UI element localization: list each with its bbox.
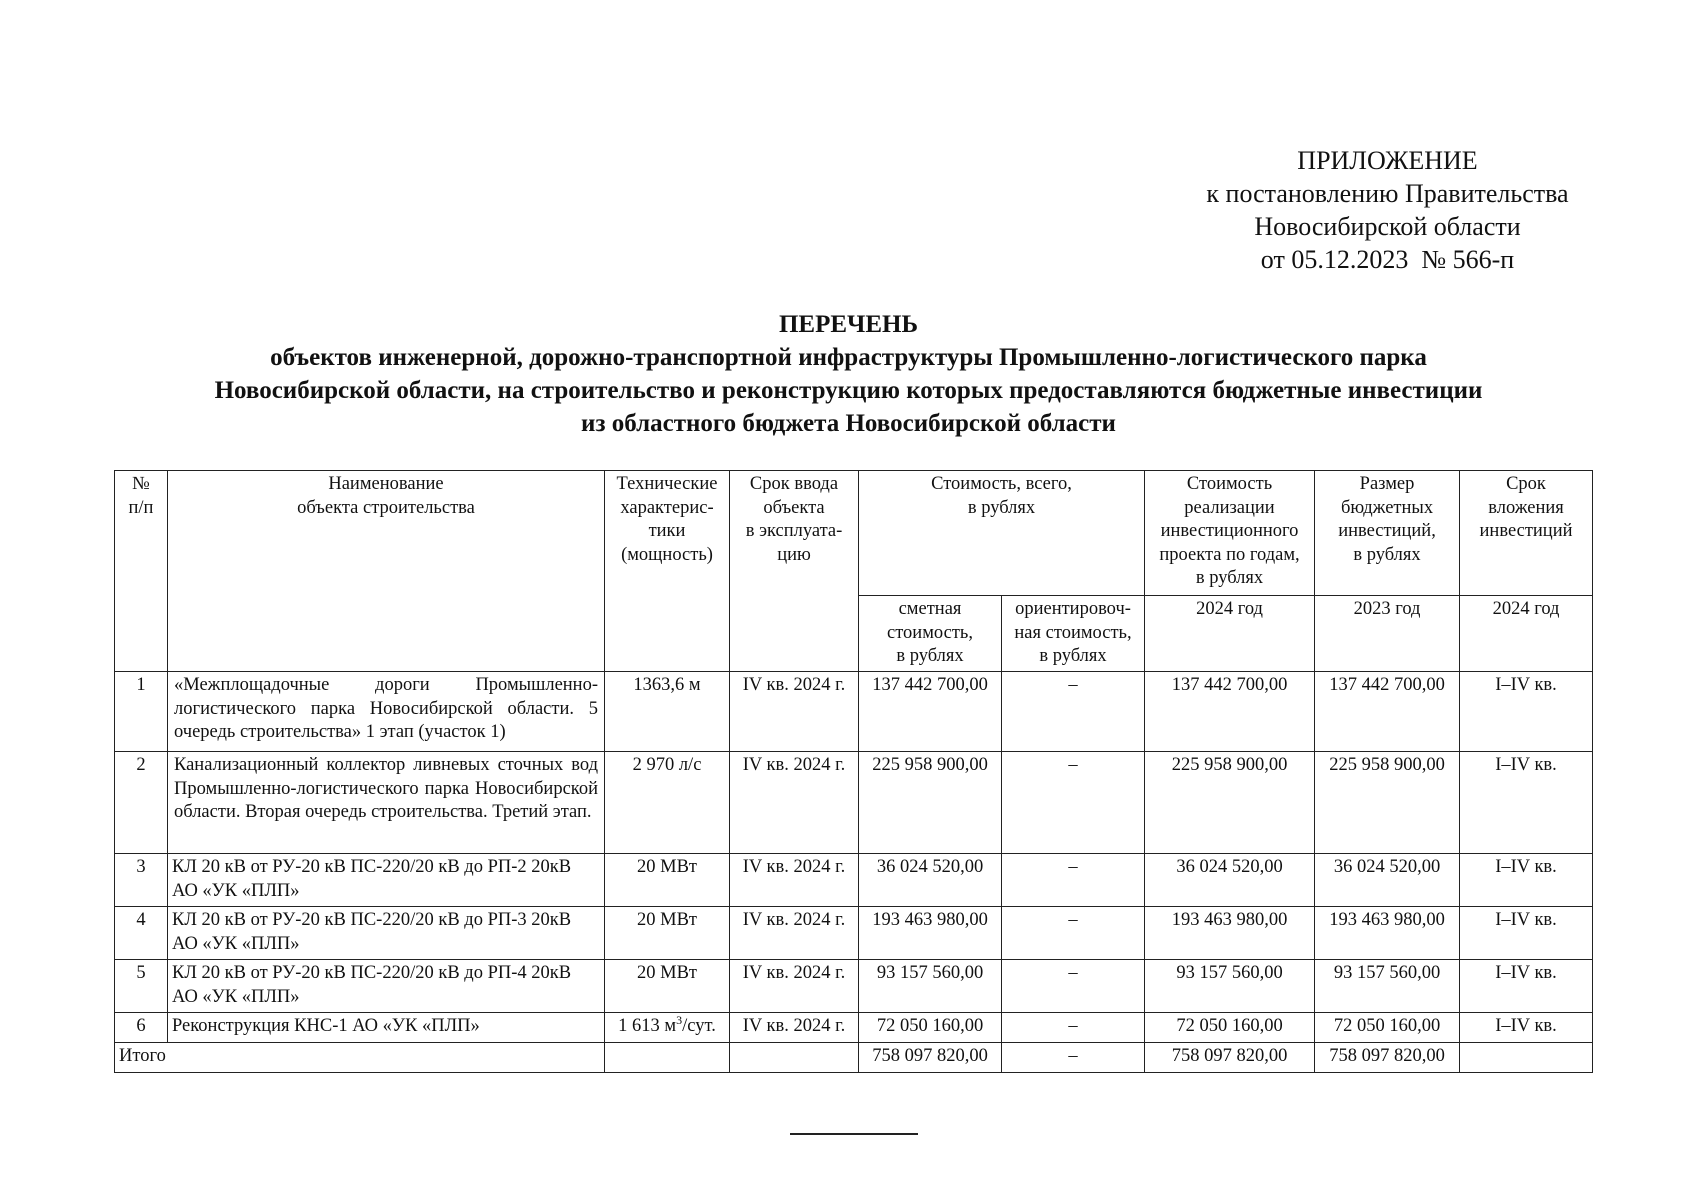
- total-approx: –: [1002, 1043, 1145, 1073]
- row-tech: 1363,6 м: [605, 672, 730, 752]
- total-tech-empty: [605, 1043, 730, 1073]
- row-name: КЛ 20 кВ от РУ-20 кВ ПС-220/20 кВ до РП-3 20кВ АО «УК «ПЛП»: [168, 907, 605, 960]
- row-num: 3: [115, 854, 168, 907]
- row-term: IV кв. 2024 г.: [730, 752, 859, 854]
- row-approx: –: [1002, 907, 1145, 960]
- title-line-1: объектов инженерной, дорожно-транспортной инфраструктуры Промышленно-логистического парка: [270, 344, 1427, 371]
- row-num: 4: [115, 907, 168, 960]
- objects-table: [114, 470, 1593, 1073]
- row-estimate: 193 463 980,00: [859, 907, 1002, 960]
- title-heading: ПЕРЕЧЕНЬ: [778, 311, 919, 338]
- header-cost-project-year: 2024 год: [1145, 596, 1315, 672]
- total-budget: 758 097 820,00: [1315, 1043, 1460, 1073]
- row-name: «Межплощадочные дороги Промышленно-логистического парка Новосибирской области. 5 очередь строительства» 1 этап (участок 1): [168, 672, 605, 752]
- total-project: 758 097 820,00: [1145, 1043, 1315, 1073]
- row-estimate: 36 024 520,00: [859, 854, 1002, 907]
- title-line-3: из областного бюджета Новосибирской области: [581, 410, 1116, 437]
- row-name: КЛ 20 кВ от РУ-20 кВ ПС-220/20 кВ до РП-2 20кВ АО «УК «ПЛП»: [168, 854, 605, 907]
- header-num: № п/п: [115, 471, 168, 672]
- row-num: 1: [115, 672, 168, 752]
- row-approx: –: [1002, 960, 1145, 1013]
- appendix-block: [1150, 144, 1625, 276]
- separator-line: [790, 1133, 918, 1135]
- header-budget-year: 2023 год: [1315, 596, 1460, 672]
- total-label: Итого: [115, 1043, 605, 1073]
- total-term-empty: [730, 1043, 859, 1073]
- row-budget: 93 157 560,00: [1315, 960, 1460, 1013]
- row-project: 225 958 900,00: [1145, 752, 1315, 854]
- row-tech: 20 МВт: [605, 854, 730, 907]
- row-term: IV кв. 2024 г.: [730, 672, 859, 752]
- header-tech: Технические характерис- тики (мощность): [605, 471, 730, 672]
- header-term: Срок ввода объекта в эксплуата- цию: [730, 471, 859, 672]
- row-approx: –: [1002, 854, 1145, 907]
- header-invest-term-year: 2024 год: [1460, 596, 1593, 672]
- row-invest-term: I–IV кв.: [1460, 907, 1593, 960]
- table-row: [115, 752, 1593, 854]
- total-row: [115, 1043, 1593, 1073]
- row-tech: [605, 1013, 730, 1043]
- row-tech: 2 970 л/с: [605, 752, 730, 854]
- appendix-label: ПРИЛОЖЕНИЕ: [1297, 146, 1478, 175]
- header-budget: Размер бюджетных инвестиций, в рублях: [1315, 471, 1460, 596]
- row-budget: 193 463 980,00: [1315, 907, 1460, 960]
- title-line-2: Новосибирской области, на строительство и реконструкцию которых предоставляются бюджетные инвестиции: [214, 377, 1483, 404]
- row-tech-unit: /сут.: [682, 1016, 716, 1036]
- header-row-1: [115, 471, 1593, 596]
- table-row: [115, 907, 1593, 960]
- row-name: Реконструкция КНС-1 АО «УК «ПЛП»: [168, 1013, 605, 1043]
- header-invest-term: Срок вложения инвестиций: [1460, 471, 1593, 596]
- header-cost-project: Стоимость реализации инвестиционного проекта по годам, в рублях: [1145, 471, 1315, 596]
- row-budget: 137 442 700,00: [1315, 672, 1460, 752]
- row-invest-term: I–IV кв.: [1460, 960, 1593, 1013]
- row-name: Канализационный коллектор ливневых сточных вод Промышленно-логистического парка Новосибирской области. Вторая очередь строительства. Третий этап.: [168, 752, 605, 854]
- row-estimate: 225 958 900,00: [859, 752, 1002, 854]
- row-num: 6: [115, 1013, 168, 1043]
- total-estimate: 758 097 820,00: [859, 1043, 1002, 1073]
- row-tech: 20 МВт: [605, 960, 730, 1013]
- row-num: 2: [115, 752, 168, 854]
- row-num: 5: [115, 960, 168, 1013]
- row-tech-value: 1 613 м: [618, 1016, 677, 1036]
- row-term: IV кв. 2024 г.: [730, 1013, 859, 1043]
- row-approx: –: [1002, 672, 1145, 752]
- row-project: 72 050 160,00: [1145, 1013, 1315, 1043]
- row-tech: 20 МВт: [605, 907, 730, 960]
- header-cost-approx: ориентировоч- ная стоимость, в рублях: [1002, 596, 1145, 672]
- table-row: [115, 672, 1593, 752]
- row-estimate: 137 442 700,00: [859, 672, 1002, 752]
- row-tech-superscript: 3: [676, 1012, 683, 1027]
- row-term: IV кв. 2024 г.: [730, 960, 859, 1013]
- row-project: 137 442 700,00: [1145, 672, 1315, 752]
- appendix-region: Новосибирской области: [1254, 212, 1521, 241]
- row-project: 36 024 520,00: [1145, 854, 1315, 907]
- row-invest-term: I–IV кв.: [1460, 672, 1593, 752]
- row-name: КЛ 20 кВ от РУ-20 кВ ПС-220/20 кВ до РП-4 20кВ АО «УК «ПЛП»: [168, 960, 605, 1013]
- row-estimate: 72 050 160,00: [859, 1013, 1002, 1043]
- header-name: Наименование объекта строительства: [168, 471, 605, 672]
- row-invest-term: I–IV кв.: [1460, 752, 1593, 854]
- row-term: IV кв. 2024 г.: [730, 854, 859, 907]
- table-row: [115, 1013, 1593, 1043]
- row-budget: 36 024 520,00: [1315, 854, 1460, 907]
- row-invest-term: I–IV кв.: [1460, 854, 1593, 907]
- row-budget: 225 958 900,00: [1315, 752, 1460, 854]
- document-title: [100, 308, 1597, 440]
- header-cost-estimate: сметная стоимость, в рублях: [859, 596, 1002, 672]
- total-invest-term-empty: [1460, 1043, 1593, 1073]
- table-row: [115, 960, 1593, 1013]
- row-budget: 72 050 160,00: [1315, 1013, 1460, 1043]
- table-row: [115, 854, 1593, 907]
- row-estimate: 93 157 560,00: [859, 960, 1002, 1013]
- appendix-resolution: к постановлению Правительства: [1206, 179, 1569, 208]
- row-project: 193 463 980,00: [1145, 907, 1315, 960]
- row-project: 93 157 560,00: [1145, 960, 1315, 1013]
- row-term: IV кв. 2024 г.: [730, 907, 859, 960]
- row-approx: –: [1002, 752, 1145, 854]
- row-approx: –: [1002, 1013, 1145, 1043]
- header-cost-total: Стоимость, всего, в рублях: [859, 471, 1145, 596]
- appendix-date-number: от 05.12.2023 № 566-п: [1260, 245, 1515, 274]
- row-invest-term: I–IV кв.: [1460, 1013, 1593, 1043]
